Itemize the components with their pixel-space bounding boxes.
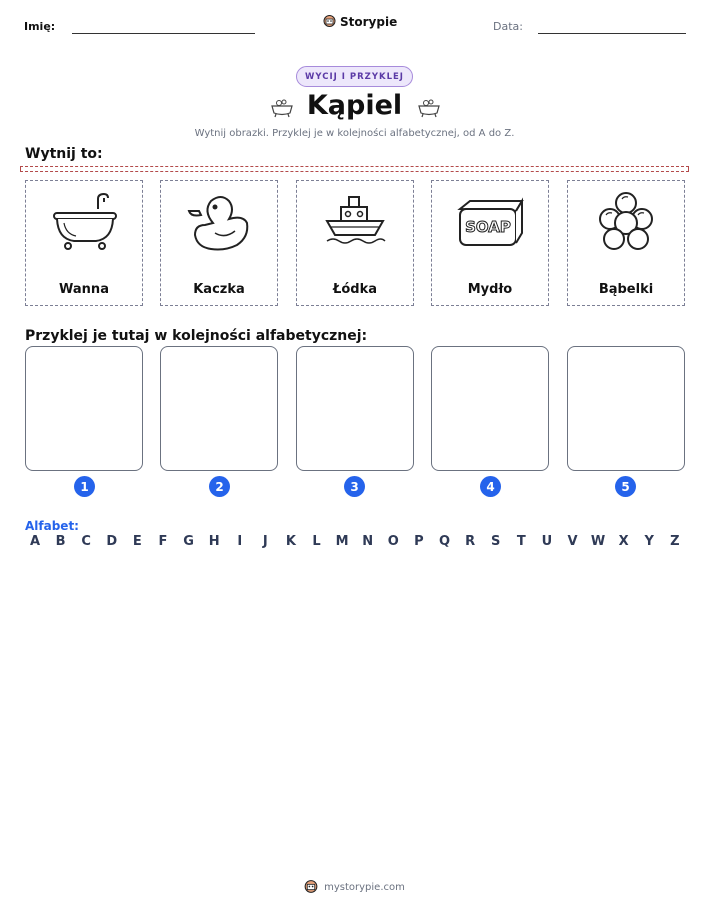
alphabet-letter: C: [81, 534, 91, 549]
brand-logo: [323, 14, 397, 29]
alphabet-letter: B: [55, 534, 66, 549]
card-bubbles[interactable]: [567, 180, 685, 306]
cut-heading: Wytnij to:: [25, 146, 103, 162]
slot-number: 4: [480, 476, 501, 497]
alphabet-letter: S: [491, 534, 501, 549]
alphabet-row: [25, 534, 685, 549]
alphabet-letter: O: [387, 534, 399, 549]
alphabet-letter: E: [132, 534, 142, 549]
card-soap[interactable]: [431, 180, 549, 306]
alphabet-letter: T: [516, 534, 526, 549]
slot-number: 3: [344, 476, 365, 497]
card-boat[interactable]: [296, 180, 414, 306]
paste-slot-5[interactable]: [567, 346, 685, 471]
alphabet-letter: P: [414, 534, 424, 549]
alphabet-letter: Y: [644, 534, 654, 549]
alphabet-letter: N: [362, 534, 374, 549]
alphabet-letter: W: [590, 534, 606, 549]
alphabet-letter: Q: [438, 534, 451, 549]
alphabet-letter: F: [158, 534, 168, 549]
name-line: [72, 33, 255, 34]
paste-slot-4[interactable]: [431, 346, 549, 471]
alphabet-letter: D: [106, 534, 118, 549]
bathtub-decoration-icon: [417, 95, 441, 119]
soap-icon: [456, 189, 526, 259]
alphabet-letter: M: [335, 534, 349, 549]
alphabet-letter: I: [237, 534, 243, 549]
alphabet-letter: G: [183, 534, 194, 549]
page-title: Kąpiel: [306, 90, 403, 121]
name-label: Imię:: [24, 20, 56, 33]
alphabet-letter: R: [465, 534, 476, 549]
alphabet-letter: L: [312, 534, 321, 549]
alphabet-letter: V: [567, 534, 578, 549]
alphabet-label: Alfabet:: [25, 519, 79, 533]
footer-url[interactable]: mystorypie.com: [324, 881, 405, 893]
instructions: Wytnij obrazki. Przyklej je w kolejności alfabetycznej, od A do Z.: [194, 128, 515, 139]
soap-text: SOAP: [465, 218, 511, 236]
bubbles-icon: [592, 189, 662, 259]
boat-icon: [321, 189, 391, 259]
paste-slot-3[interactable]: [296, 346, 414, 471]
alphabet-letter: H: [208, 534, 220, 549]
footer: [0, 879, 709, 895]
card-label: Wanna: [59, 282, 109, 297]
alphabet-letter: J: [262, 534, 268, 549]
storypie-mascot-icon: [323, 14, 336, 29]
alphabet-letter: A: [29, 534, 41, 549]
brand-name: Storypie: [340, 14, 398, 29]
card-label: Bąbelki: [598, 282, 654, 297]
card-label: Mydło: [467, 282, 513, 297]
date-label: Data:: [493, 20, 523, 33]
date-line: [538, 33, 686, 34]
paste-heading: Przyklej je tutaj w kolejności alfabetycznej:: [25, 328, 368, 344]
storypie-mascot-icon: [304, 879, 318, 895]
bathtub-icon: [50, 189, 120, 259]
alphabet-letter: X: [618, 534, 629, 549]
card-duck[interactable]: [160, 180, 278, 306]
paste-slot-2[interactable]: [160, 346, 278, 471]
rubber-duck-icon: [185, 189, 255, 259]
slot-number: 1: [74, 476, 95, 497]
card-bathtub[interactable]: [25, 180, 143, 306]
paste-slot-1[interactable]: [25, 346, 143, 471]
card-label: Kaczka: [193, 282, 245, 297]
alphabet-letter: U: [541, 534, 553, 549]
cut-line: [20, 166, 689, 172]
slot-number: 5: [615, 476, 636, 497]
card-label: Łódka: [332, 282, 377, 297]
activity-badge: WYCIJ I PRZYKLEJ: [296, 66, 413, 87]
alphabet-letter: Z: [670, 534, 680, 549]
slot-number: 2: [209, 476, 230, 497]
alphabet-letter: K: [285, 534, 296, 549]
